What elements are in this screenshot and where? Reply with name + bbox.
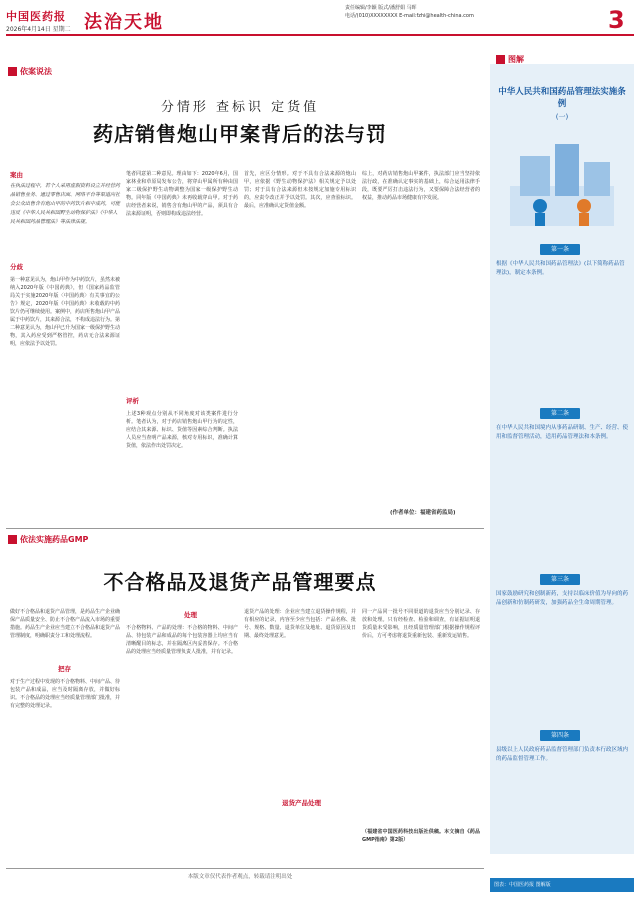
article2-col3: 不合格物料、产品的处理：不合格的物料、中间产品、待包装产品和成品的每个包装容器上均应当有清晰醒目的标志，并在隔离区内妥善保存。不合格品的处理应当经质量管理负责人批准，并有记录。 — [126, 625, 238, 655]
article2-source: （福建省中国医药科技出版社供稿。本文摘自《药品GMP指南》第2版） — [362, 829, 480, 843]
article1-col4: 首先，应区分情形。对于不具有合法来源的炮山甲，应依据《野生动物保护法》相关规定予以处罚；对于具有合法来源但未按规定加施专用标识的，应责令改正并予以处罚。其次，应查验标识。最后，应准确认定货值金额。 — [244, 171, 356, 209]
subhead-storage: 把存 — [58, 665, 71, 673]
article-badge-2: 第二条 — [540, 408, 580, 419]
sidebar-subtitle: (一) — [555, 113, 569, 121]
article-text-4: 县级以上人民政府药品监督管理部门负责本行政区域内的药品监督管理工作。 — [496, 747, 629, 762]
column-title: 法治天地 — [84, 12, 164, 33]
article1-headline: 药店销售炮山甲案背后的法与罚 — [93, 122, 387, 146]
article2-col5: 同一产品同一批号不同渠道的退货应当分别记录、存放和处理。只有经检查、检验和调查，有证据证明退货质量未受影响，且经质量管理部门根据操作规程评价后，方可考虑将退货重新包装、重新发运销售。 — [362, 609, 480, 639]
masthead-rule — [6, 34, 634, 36]
sidebar-section-tag: 图解 — [496, 54, 524, 65]
illus-building-left — [520, 156, 550, 196]
article2-headline: 不合格品及退货产品管理要点 — [103, 570, 377, 594]
illus-figure-head-2 — [577, 199, 591, 213]
masthead — [0, 0, 640, 36]
article1-kicker: 分情形 查标识 定货值 — [160, 100, 320, 115]
section-marker-icon — [8, 67, 17, 76]
subhead-returns: 退货产品处理 — [282, 799, 321, 807]
lead-label: 案由 — [10, 171, 23, 179]
article2-col1: 做好不合格品和退货产品管理，是药品生产企业确保产品质量安全、防止不合格产品流入市场的重要措施。药品生产企业应当建立不合格品和退货产品管理制度，明确职责分工和处理流程。 — [10, 609, 120, 639]
subhead-handling: 处理 — [184, 611, 197, 619]
issue-date: 2026年4月14日 星期二 — [6, 26, 71, 33]
sidebar-footer: 图表：中国医药报 图解版 — [490, 878, 634, 892]
newspaper-logo: 中国医药报 — [6, 10, 66, 23]
article1-col1: 第一种意见认为，炮山甲作为中药饮片，虽然未被纳入2020年版《中国药典》，但《国家药品监管局关于实施2020年版〈中国药典〉有关事宜的公告》规定，2020年版《中国药典》未收载的中药饮片仍可继续使用。案例中，药店所售炮山甲产品属于中药饮片，其来源合法，不构成违法行为。第二种意见认为，炮山甲已升为国家一级保护野生动物，其入药应受到严格管控，药店无合法来源证明，应依法予以处罚。 — [10, 277, 120, 347]
sidebar-title: 中华人民共和国药品管理法实施条例 — [498, 87, 626, 109]
article1-col5: 综上，对药店销售炮山甲案件，执法部门应当坚持依法行政，在准确认定事实的基础上，综合运用法律手段，既要严厉打击违法行为，又要保障合法经营者的权益，推动药品市场健康有序发展。 — [362, 171, 480, 201]
article2-col2: 对于生产过程中发现的不合格物料、中间产品、待包装产品和成品，应当及时隔离存放，并做好标识。不合格品的处理应当经质量管理部门批准，并有完整的处理记录。 — [10, 679, 120, 709]
subhead-dispute: 分歧 — [10, 263, 23, 271]
illus-figure-body — [535, 213, 545, 226]
article-text-3: 国家鼓励研究和创制新药，支持以临床价值为导向的药品创新和仿制药研发，加强药品全生命周期管理。 — [496, 591, 629, 606]
illus-figure-head — [533, 199, 547, 213]
bottom-rule — [6, 868, 484, 869]
article-text-2: 在中华人民共和国境内从事药品研制、生产、经营、使用和监督管理活动，适用药品管理法和本条例。 — [496, 425, 629, 440]
page-number: 3 — [608, 6, 625, 34]
section-tag-case: 依案说法 — [8, 66, 52, 77]
article-text-1: 根据《中华人民共和国药品管理法》(以下简称药品管理法)，制定本条例。 — [496, 261, 625, 276]
article2-col4: 退货产品的处理：企业应当建立退货操作规程，并有相应的记录，内容至少应当包括：产品名称、批号、规格、数量、退货单位及地址、退货原因及日期、最终处理意见。 — [244, 609, 356, 639]
article1-col3: 上述3种观点分别从不同角度对该类案件进行分析。笔者认为，对于药店销售炮山甲行为的定性，应结合其来源、标识、货值等因素综合判断。执法人员应当查明产品来源，核对专用标识，准确计算货值，依法作出处罚决定。 — [126, 411, 238, 449]
article-badge-4: 第四条 — [540, 730, 580, 741]
illus-figure-body-2 — [579, 213, 589, 226]
article-badge-1: 第一条 — [540, 244, 580, 255]
article1-col2: 笔者同意第二种意见。理由如下：2020年6月，国家林业和草原局发布公告，将穿山甲属所有种由国家二级保护野生动物调整为国家一级保护野生动物。同年版《中国药典》未再收载穿山甲。对于药店经营者来说，销售含有炮山甲的产品，须具有合法来源证明，否则即构成违法经营。 — [126, 171, 238, 217]
footer-note: 本版文章仅代表作者观点，转载请注明出处 — [187, 874, 293, 880]
illus-building-center — [555, 144, 579, 196]
subhead-analysis: 评析 — [126, 397, 139, 405]
section-tag-gmp: 依法实施药品GMP — [8, 534, 88, 545]
section-marker-icon — [496, 55, 505, 64]
illus-building-right — [584, 162, 610, 196]
section-marker-icon — [8, 535, 17, 544]
sidebar-illustration — [500, 126, 624, 232]
editors-info: 责任编辑/李颖 版式/潘舒娟 马晖 电话/(010)XXXXXXXX E-mail:fzhi@health-china.com — [345, 5, 474, 19]
article-divider — [6, 528, 484, 529]
article1-lead: 在执法过程中，若个人采用虚假资料设立并经营药品销售业务、通过零售店面、网络平台等渠道向社会公众出售含有炮山甲的中药饮片和中成药，可能违反《中华人民共和国野生动物保护法》《中华人民共和国药品管理法》等法律法规。 — [10, 183, 121, 225]
article1-signature: (作者单位：福建省药监局) — [390, 510, 456, 516]
article-badge-3: 第三条 — [540, 574, 580, 585]
